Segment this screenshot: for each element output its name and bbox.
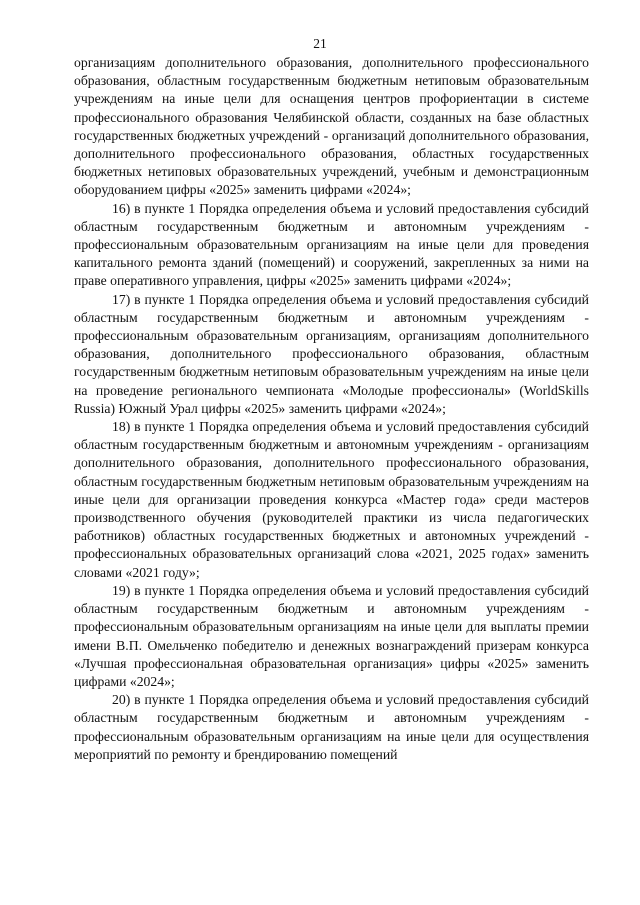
paragraph-item-16: 16) в пункте 1 Порядка определения объема и условий предоставления субсидий областным государственным бюджетным и автономным учреждениям - профессиональным образовательным организациям на иные цели для проведения капитального ремонта зданий (помещений) и сооружений, закрепленных за ними на праве оперативного управления, цифры «2025» заменить цифрами «2024»; [74, 200, 589, 289]
document-body [74, 54, 589, 764]
paragraph-item-20: 20) в пункте 1 Порядка определения объема и условий предоставления субсидий областным государственным бюджетным и автономным учреждениям - профессиональным образовательным организациям на иные цели для осуществления мероприятий по ремонту и брендированию помещений [74, 692, 589, 762]
paragraph-item-17: 17) в пункте 1 Порядка определения объема и условий предоставления субсидий областным государственным бюджетным и автономным учреждениям - профессиональным образовательным организациям, организациям дополнительного образования, дополнительного профессионального образования, областным государственным бюджетным нетиповым образовательным учреждениям на иные цели на проведение регионального чемпионата «Молодые профессионалы» (WorldSkills Russia) Южный Урал цифры «2025» заменить цифрами «2024»; [74, 291, 589, 416]
paragraph-item-18: 18) в пункте 1 Порядка определения объема и условий предоставления субсидий областным государственным бюджетным и автономным учреждениям - организациям дополнительного образования, дополнительного профессионального образования, областным государственным бюджетным нетиповым образовательным учреждениям на иные цели для организации проведения конкурса «Мастер года» среди мастеров производственного обучения (руководителей практики из числа педагогических работников) областных государственных бюджетных и автономных учреждений - профессиональных образовательных организаций слова «2021, 2025 годах» заменить словами «2021 году»; [74, 419, 589, 580]
paragraph-item-19: 19) в пункте 1 Порядка определения объема и условий предоставления субсидий областным государственным бюджетным и автономным учреждениям - профессиональным образовательным организациям на иные цели для выплаты премии имени В.П. Омельченко победителю и денежных вознаграждений призерам конкурса «Лучшая профессиональная образовательная организация» цифры «2025» заменить цифрами «2024»; [74, 582, 589, 689]
paragraph-continued: организациям дополнительного образования, дополнительного профессионального образования, областным государственным бюджетным нетиповым образовательным учреждениям на иные цели для оснащения центров профориентации в системе профессионального образования Челябинской области, созданных на базе областных государственных бюджетных учреждений - организаций дополнительного образования, дополнительного профессионального образования, областных государственных бюджетных нетиповых образовательных учреждений, учебным и демонстрационным оборудованием цифры «2025» заменить цифрами «2024»; [74, 55, 589, 198]
page-number: 21 [313, 36, 327, 51]
